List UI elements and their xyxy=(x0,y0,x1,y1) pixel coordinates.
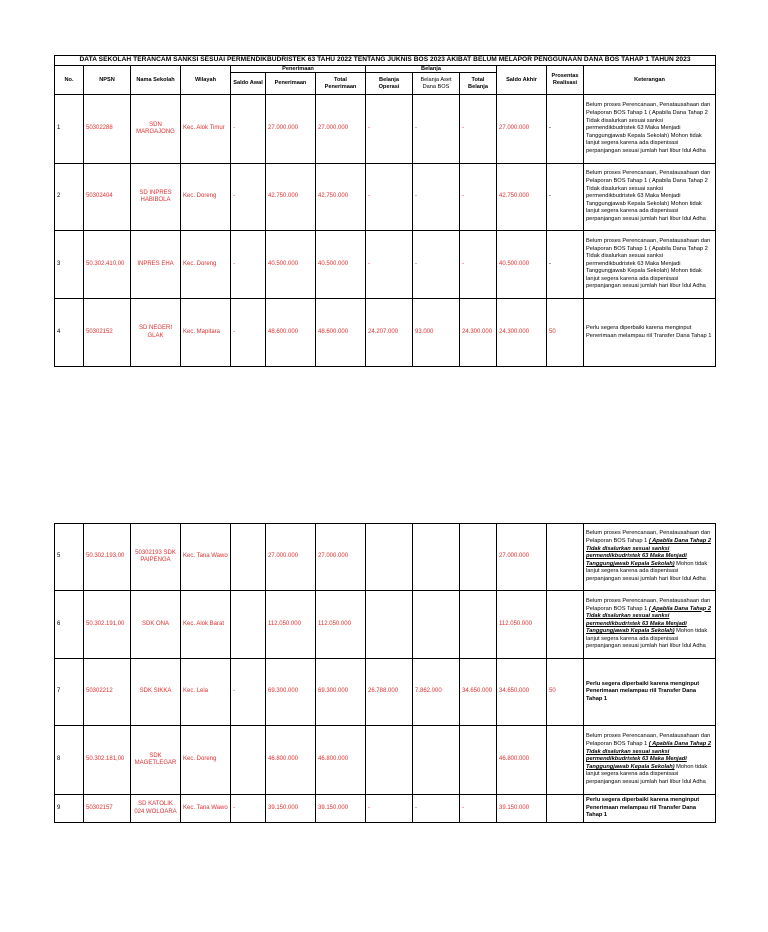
cell-wilayah: Kec. Doreng xyxy=(181,231,231,299)
cell-npsn: 50302157 xyxy=(84,795,131,823)
cell-saldo-akhir: 27.000.000 xyxy=(497,524,547,591)
cell-belanja-aset: - xyxy=(413,95,460,164)
cell-penerimaan: 48.600.000 xyxy=(266,299,316,367)
note-part-3: Mohon tidak lanjut segera karena ada dispenisasi perpanjangan sesuai jumlah hari libur Idul Adha xyxy=(586,763,708,785)
note-part-1: Belum proses Perencanaan, Penatausahaan dan Pelaporan BOS Tahap 1 xyxy=(586,733,711,748)
cell-nama: SDK MAGETLEGAR xyxy=(131,726,181,795)
cell-total-belanja: - xyxy=(460,795,497,823)
cell-saldo-akhir: 42.750.000 xyxy=(497,164,547,231)
cell-wilayah: Kec. Alok Timur xyxy=(181,95,231,164)
cell-nama: SDK SIKKA xyxy=(131,659,181,726)
cell-belanja-operasi xyxy=(366,524,413,591)
cell-belanja-operasi: - xyxy=(366,164,413,231)
cell-total-penerimaan: 48.600.000 xyxy=(316,299,366,367)
cell-penerimaan: 40.500.000 xyxy=(266,231,316,299)
cell-belanja-aset: 7.862.000 xyxy=(413,659,460,726)
cell-belanja-operasi xyxy=(366,591,413,659)
cell-penerimaan: 112.050.000 xyxy=(266,591,316,659)
school-sanction-table-page-1 xyxy=(54,55,716,367)
note-part-2: ( Apabila Dana Tahap 2 Tidak disalurkan sesuai sanksi permendikbudristek 63 Maka Menjadi Tanggungjawab Kepala Sekolah) xyxy=(586,741,711,770)
cell-wilayah: Kec. Doreng xyxy=(181,164,231,231)
cell-total-penerimaan: 69.300.000 xyxy=(316,659,366,726)
header-penerimaan-group: Penerimaan xyxy=(231,66,366,73)
cell-npsn: 50.302.191,00 xyxy=(84,591,131,659)
cell-saldo-awal xyxy=(231,726,266,795)
cell-prosentas xyxy=(547,795,584,823)
cell-keterangan: Perlu segera diperbaiki karena menginput Penerimaan melampau riil Transfer Dana Tahap 1 xyxy=(584,299,716,367)
cell-belanja-operasi: - xyxy=(366,231,413,299)
header-npsn: NPSN xyxy=(84,66,131,95)
cell-total-belanja xyxy=(460,591,497,659)
table-row xyxy=(55,299,716,367)
note-part-2: ( Apabila Dana Tahap 2 Tidak disalurkan sesuai sanksi permendikbudristek 63 Maka Menjadi Tanggungjawab Kepala Sekolah) xyxy=(586,605,711,635)
header-nama-sekolah: Nama Sekolah xyxy=(131,66,181,95)
cell-prosentas: - xyxy=(547,95,584,164)
cell-total-penerimaan: 46.800.000 xyxy=(316,726,366,795)
cell-keterangan xyxy=(584,726,716,795)
cell-penerimaan: 39.150.000 xyxy=(266,795,316,823)
cell-saldo-awal: - xyxy=(231,299,266,367)
cell-total-penerimaan: 112.050.000 xyxy=(316,591,366,659)
cell-keterangan: Belum proses Perencanaan, Penatausahaan dan Pelaporan BOS Tahap 1 ( Apabila Dana Tahap 2 Tidak disalurkan sesuai sanksi permendikbudristek 63 Maka Menjadi Tanggungjawab Kepala Sekolah) Mohon tidak lanjut segera karena ada dispenisasi perpanjangan sesuai jumlah hari libur Idul Adha xyxy=(584,164,716,231)
cell-total-belanja xyxy=(460,726,497,795)
cell-prosentas xyxy=(547,726,584,795)
table-row xyxy=(55,231,716,299)
table-row xyxy=(55,524,716,591)
cell-saldo-awal xyxy=(231,524,266,591)
cell-total-penerimaan: 42.750.000 xyxy=(316,164,366,231)
cell-total-belanja: - xyxy=(460,95,497,164)
cell-keterangan: Belum proses Perencanaan, Penatausahaan dan Pelaporan BOS Tahap 1 ( Apabila Dana Tahap 2 Tidak disalurkan sesuai sanksi permendikbudristek 63 Maka Menjadi Tanggungjawab Kepala Sekolah) Mohon tidak lanjut segera karena ada dispenisasi perpanjangan sesuai jumlah hari libur Idul Adha xyxy=(584,95,716,164)
cell-penerimaan: 27.000.000 xyxy=(266,95,316,164)
cell-belanja-operasi: 24.207.000 xyxy=(366,299,413,367)
cell-saldo-akhir: 39.150.000 xyxy=(497,795,547,823)
cell-wilayah: Kec. Tana Wawo xyxy=(181,524,231,591)
cell-prosentas: 50 xyxy=(547,299,584,367)
cell-belanja-operasi xyxy=(366,726,413,795)
cell-penerimaan: 27.000.000 xyxy=(266,524,316,591)
cell-wilayah: Kec. Mapitara xyxy=(181,299,231,367)
note-part-3: Mohon tidak lanjut segera karena ada dispenisasi perpanjangan sesuai jumlah hari libur Idul Adha xyxy=(586,560,708,582)
cell-no: 1 xyxy=(55,95,84,164)
table-row xyxy=(55,795,716,823)
cell-belanja-operasi: - xyxy=(366,95,413,164)
cell-no: 6 xyxy=(55,591,84,659)
cell-total-penerimaan: 40.500.000 xyxy=(316,231,366,299)
cell-nama: INPRES EHA xyxy=(131,231,181,299)
cell-saldo-akhir: 112.050.000 xyxy=(497,591,547,659)
cell-belanja-aset xyxy=(413,726,460,795)
cell-saldo-awal: - xyxy=(231,659,266,726)
note-part-2: ( Apabila Dana Tahap 2 Tidak disalurkan sesuai sanksi permendikbudristek 63 Maka Menjadi Tanggungjawab Kepala Sekolah) xyxy=(586,538,711,567)
cell-total-belanja xyxy=(460,524,497,591)
cell-wilayah: Kec. Tana Wawo xyxy=(181,795,231,823)
header-saldo-awal: Saldo Awal xyxy=(231,73,266,95)
note-part-3: Mohon tidak lanjut segera karena ada dispenisasi perpanjangan sesuai jumlah hari libur Idul Adha xyxy=(586,628,708,650)
cell-nama: SD INPRES HABIBOLA xyxy=(131,164,181,231)
cell-saldo-akhir: 46.800.000 xyxy=(497,726,547,795)
header-saldo-akhir: Saldo Akhir xyxy=(497,66,547,95)
cell-saldo-awal xyxy=(231,591,266,659)
header-belanja-operasi: Belanja Operasi xyxy=(366,73,413,95)
cell-nama: SD KATOLIK 024 WOLOARA xyxy=(131,795,181,823)
cell-prosentas xyxy=(547,591,584,659)
cell-keterangan: Perlu segera diperbaiki karena menginput Penerimaan melampau riil Transfer Dana Tahap 1 xyxy=(584,659,716,726)
cell-nama: 50302193 SDK PAIPENGA xyxy=(131,524,181,591)
cell-total-belanja: - xyxy=(460,231,497,299)
cell-npsn: 50.302.181,00 xyxy=(84,726,131,795)
cell-saldo-awal: - xyxy=(231,164,266,231)
cell-penerimaan: 42.750.000 xyxy=(266,164,316,231)
cell-penerimaan: 69.300.000 xyxy=(266,659,316,726)
cell-prosentas xyxy=(547,524,584,591)
cell-npsn: 50302212 xyxy=(84,659,131,726)
cell-total-penerimaan: 39.150.000 xyxy=(316,795,366,823)
cell-wilayah: Kec. Lela xyxy=(181,659,231,726)
cell-total-belanja: 34.650.000 xyxy=(460,659,497,726)
cell-npsn: 50302404 xyxy=(84,164,131,231)
cell-no: 2 xyxy=(55,164,84,231)
header-wilayah: Wilayah xyxy=(181,66,231,95)
header-prosentas: Prosentas Realisasi xyxy=(547,66,584,95)
cell-keterangan xyxy=(584,591,716,659)
cell-nama: SD NEGERI GLAK xyxy=(131,299,181,367)
cell-belanja-aset: - xyxy=(413,231,460,299)
school-sanction-table-page-2 xyxy=(54,523,716,823)
table-row xyxy=(55,164,716,231)
cell-keterangan xyxy=(584,524,716,591)
cell-nama: SDK ONA xyxy=(131,591,181,659)
cell-total-belanja: - xyxy=(460,164,497,231)
cell-npsn: 50302288 xyxy=(84,95,131,164)
table-title: DATA SEKOLAH TERANCAM SANKSI SESUAI PERMENDIKBUDRISTEK 63 TAHU 2022 TENTANG JUKNIS BOS 2023 AKIBAT BELUM MELAPOR PENGGUNAAN DANA BOS TAHAP 1 TAHUN 2023 xyxy=(55,56,716,66)
cell-belanja-aset: - xyxy=(413,795,460,823)
cell-belanja-aset xyxy=(413,524,460,591)
note-part-1: Belum proses Perencanaan, Penatausahaan dan Pelaporan BOS Tahap 1 xyxy=(586,597,711,612)
table-row xyxy=(55,659,716,726)
header-total-belanja: Total Belanja xyxy=(460,73,497,95)
cell-saldo-akhir: 34.650.000 xyxy=(497,659,547,726)
table-row xyxy=(55,591,716,659)
cell-saldo-awal: - xyxy=(231,95,266,164)
cell-saldo-akhir: 24.300.000 xyxy=(497,299,547,367)
cell-npsn: 50302152 xyxy=(84,299,131,367)
header-penerimaan: Penerimaan xyxy=(266,73,316,95)
cell-keterangan: Perlu segera diperbaiki karena menginput Penerimaan melampau riil Transfer Dana Tahap 1 xyxy=(584,795,716,823)
cell-no: 4 xyxy=(55,299,84,367)
cell-prosentas: - xyxy=(547,164,584,231)
cell-no: 7 xyxy=(55,659,84,726)
cell-belanja-aset: 93.000 xyxy=(413,299,460,367)
cell-belanja-aset xyxy=(413,591,460,659)
header-no: No. xyxy=(55,66,84,95)
header-belanja-group: Belanja xyxy=(366,66,497,73)
cell-total-penerimaan: 27.000.000 xyxy=(316,95,366,164)
header-total-penerimaan: Total Penerimaan xyxy=(316,73,366,95)
cell-npsn: 50.302.193,00 xyxy=(84,524,131,591)
cell-saldo-akhir: 40.500.000 xyxy=(497,231,547,299)
note-part-1: Belum proses Perencanaan, Penatausahaan dan Pelaporan BOS Tahap 1 xyxy=(586,530,711,545)
cell-no: 9 xyxy=(55,795,84,823)
header-keterangan: Keterangan xyxy=(584,66,716,95)
cell-belanja-aset: - xyxy=(413,164,460,231)
cell-nama: SDN MARGAJONG xyxy=(131,95,181,164)
cell-belanja-operasi: - xyxy=(366,795,413,823)
cell-no: 5 xyxy=(55,524,84,591)
cell-saldo-awal: - xyxy=(231,795,266,823)
header-belanja-aset: Belanja Aset Dana BOS xyxy=(413,73,460,95)
cell-prosentas: - xyxy=(547,231,584,299)
cell-belanja-operasi: 26.788.000 xyxy=(366,659,413,726)
cell-prosentas: 50 xyxy=(547,659,584,726)
cell-npsn: 50.302.410,00 xyxy=(84,231,131,299)
cell-no: 8 xyxy=(55,726,84,795)
cell-total-penerimaan: 27.000.000 xyxy=(316,524,366,591)
cell-wilayah: Kec. Alok Barat xyxy=(181,591,231,659)
cell-total-belanja: 24.300.000 xyxy=(460,299,497,367)
cell-no: 3 xyxy=(55,231,84,299)
cell-penerimaan: 46.800.000 xyxy=(266,726,316,795)
table-row xyxy=(55,95,716,164)
cell-saldo-akhir: 27.000.000 xyxy=(497,95,547,164)
cell-keterangan: Belum proses Perencanaan, Penatausahaan dan Pelaporan BOS Tahap 1 ( Apabila Dana Tahap 2 Tidak disalurkan sesuai sanksi permendikbudristek 63 Maka Menjadi Tanggungjawab Kepala Sekolah) Mohon tidak lanjut segera karena ada dispenisasi perpanjangan sesuai jumlah hari libur Idul Adha xyxy=(584,231,716,299)
cell-wilayah: Kec. Doreng xyxy=(181,726,231,795)
cell-saldo-awal: - xyxy=(231,231,266,299)
table-row xyxy=(55,726,716,795)
